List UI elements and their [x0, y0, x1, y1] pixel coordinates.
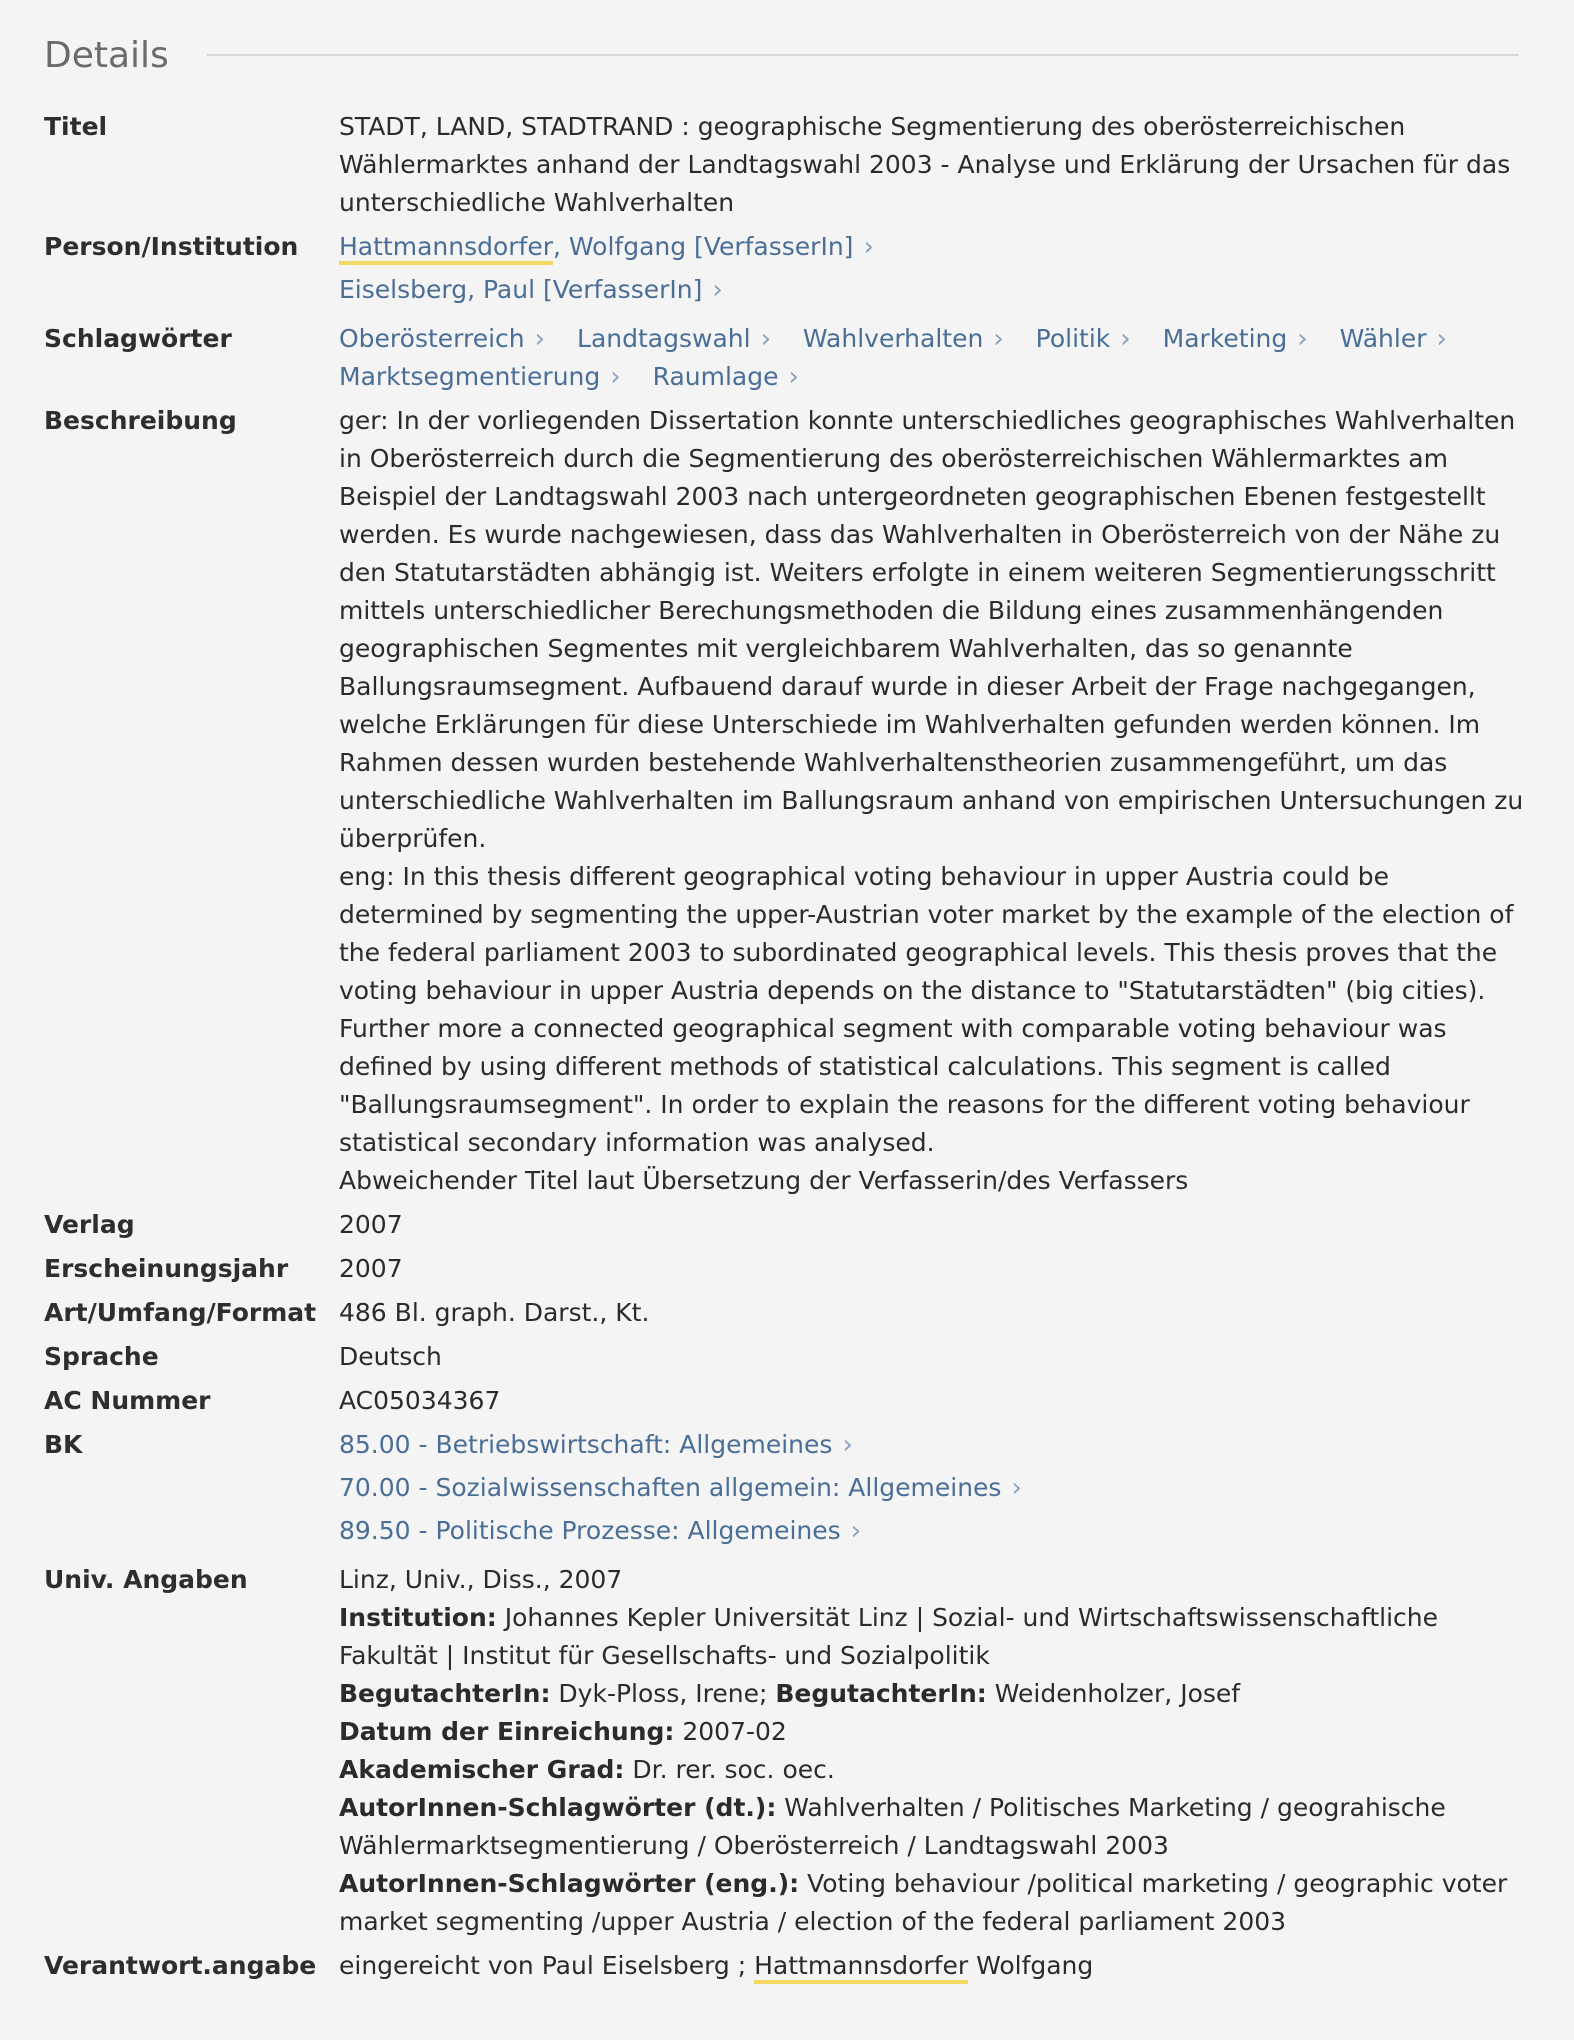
- field-value: Dyk-Ploss, Irene;: [550, 1679, 776, 1708]
- field-value: Wahlverhalten / Politisches Marketing / geograhische Wählermarktsegmentierung / Oberösterreich / Landtagswahl 2003: [339, 1793, 1446, 1860]
- chevron-right-icon[interactable]: ›: [534, 324, 546, 354]
- value-schlagwoerter: [339, 320, 1524, 396]
- row-jahr: [44, 1250, 1524, 1288]
- chevron-right-icon[interactable]: ›: [1297, 324, 1308, 354]
- subject-tag: [653, 358, 823, 396]
- label-umfang: Art/Umfang/Format: [44, 1298, 317, 1327]
- title-note: Abweichender Titel laut Übersetzung der Verfasserin/des Verfassers: [339, 1166, 1189, 1195]
- person-entry: [339, 228, 1524, 266]
- subject-tag: [577, 320, 795, 358]
- label-jahr: Erscheinungsjahr: [44, 1254, 289, 1283]
- univ-keywords-de: [339, 1789, 1524, 1865]
- bk-entry: [339, 1469, 1524, 1507]
- abstract-english: eng: In this thesis different geographical voting behaviour in upper Austria could be determined by segmenting the upper-Austrian voter market by the example of the election of the federal parliament 2003 to subordinated geographical levels. This thesis proves that the voting behaviour in upper Austria depends on the distance to "Statutarstädten" (big cities). Further more a connected geographical segment with comparable voting behaviour was defined by using different methods of statistical calculations. This segment is called "Ballungsraumsegment". In order to explain the reasons for the different voting behaviour statistical secondary information was analysed.: [339, 862, 1514, 1157]
- value-bk: [339, 1426, 1524, 1555]
- value-umfang: 486 Bl. graph. Darst., Kt.: [339, 1298, 650, 1327]
- chevron-right-icon[interactable]: ›: [1011, 1473, 1022, 1503]
- row-umfang: [44, 1294, 1524, 1332]
- subject-tag: [1163, 320, 1332, 358]
- field-value: Voting behaviour /political marketing / geographic voter market segmenting /upper Austria / election of the federal parliament 2003: [339, 1869, 1508, 1936]
- field-label: AutorInnen-Schlagwörter (eng.):: [339, 1869, 800, 1898]
- univ-gutachter: [339, 1675, 1524, 1713]
- row-verlag: [44, 1206, 1524, 1244]
- univ-line: Linz, Univ., Diss., 2007: [339, 1565, 623, 1594]
- verantwort-text: eingereicht von Paul Eiselsberg ;: [339, 1951, 755, 1980]
- bk-link[interactable]: 89.50 - Politische Prozesse: Allgemeines: [339, 1516, 841, 1545]
- row-verantwort: [44, 1947, 1524, 1985]
- highlight-term: Hattmannsdorfer: [754, 1951, 968, 1984]
- chevron-right-icon[interactable]: ›: [712, 275, 723, 305]
- label-verlag: Verlag: [44, 1210, 135, 1239]
- subject-tag: [803, 320, 1028, 358]
- label-ac: AC Nummer: [44, 1386, 211, 1415]
- person-name: , Wolfgang [VerfasserIn]: [553, 232, 854, 261]
- row-sprache: [44, 1338, 1524, 1376]
- chevron-right-icon[interactable]: ›: [1436, 324, 1447, 354]
- verantwort-text: Wolfgang: [968, 1951, 1094, 1980]
- highlight-term: Hattmannsdorfer: [339, 232, 553, 265]
- details-list: [44, 108, 1524, 1991]
- bk-entry: [339, 1512, 1524, 1550]
- subject-link[interactable]: Politik: [1035, 324, 1111, 353]
- person-link-hattmannsdorfer[interactable]: [339, 232, 853, 265]
- subject-tag: [339, 320, 569, 358]
- section-divider: [207, 54, 1519, 56]
- field-value: Johannes Kepler Universität Linz | Sozial- und Wirtschaftswissenschaftliche Fakultät | Institut für Gesellschafts- und Sozialpolitik: [339, 1603, 1438, 1670]
- chevron-right-icon[interactable]: ›: [788, 362, 799, 392]
- label-person: Person/Institution: [44, 232, 299, 261]
- field-label: BegutachterIn:: [775, 1679, 987, 1708]
- subject-link[interactable]: Oberösterreich: [339, 324, 525, 353]
- field-value: Weidenholzer, Josef: [986, 1679, 1241, 1708]
- value-verantwort: [339, 1947, 1524, 1985]
- person-entry: [339, 271, 1524, 309]
- field-label: Institution:: [339, 1603, 497, 1632]
- value-sprache: Deutsch: [339, 1342, 442, 1371]
- value-ac: AC05034367: [339, 1386, 501, 1415]
- univ-datum: [339, 1713, 1524, 1751]
- abstract-german: ger: In der vorliegenden Dissertation konnte unterschiedliches geographisches Wahlverhalten in Oberösterreich durch die Segmentierung des oberösterreichischen Wählermarktes am Beispiel der Landtagswahl 2003 nach untergeordneten geographischen Ebenen festgestellt werden. Es wurde nachgewiesen, dass das Wahlverhalten in Oberösterreich von der Nähe zu den Statutarstädten abhängig ist. Weiters erfolgte in einem weiteren Segmentierungsschritt mittels unterschiedlicher Berechungsmethoden die Bildung eines zusammenhängenden geographischen Segmentes mit vergleichbarem Wahlverhalten, das so genannte Ballungsraumsegment. Aufbauend darauf wurde in dieser Arbeit der Frage nachgegangen, welche Erklärungen für diese Unterschiede im Wahlverhalten gefunden werden können. Im Rahmen dessen wurden bestehende Wahlverhaltenstheorien zusammengeführt, um das unterschiedliche Wahlverhalten im Ballungsraum anhand von empirischen Untersuchungen zu überprüfen.: [339, 406, 1524, 853]
- univ-grad: [339, 1751, 1524, 1789]
- value-univ: [339, 1561, 1524, 1941]
- label-sprache: Sprache: [44, 1342, 159, 1371]
- chevron-right-icon[interactable]: ›: [850, 1516, 862, 1546]
- bk-entry: [339, 1426, 1524, 1464]
- section-header: [44, 28, 1519, 82]
- row-bk: [44, 1426, 1524, 1555]
- chevron-right-icon[interactable]: ›: [842, 1430, 853, 1460]
- value-jahr: 2007: [339, 1254, 403, 1283]
- value-verlag: 2007: [339, 1210, 403, 1239]
- row-schlagwoerter: [44, 320, 1524, 396]
- bk-link[interactable]: 70.00 - Sozialwissenschaften allgemein: Allgemeines: [339, 1473, 1002, 1502]
- value-titel: STADT, LAND, STADTRAND : geographische Segmentierung des oberösterreichischen Wählermarktes anhand der Landtagswahl 2003 - Analyse und Erklärung der Ursachen für das unterschiedliche Wahlverhalten: [339, 112, 1511, 217]
- chevron-right-icon[interactable]: ›: [760, 324, 771, 354]
- field-label: Datum der Einreichung:: [339, 1717, 675, 1746]
- field-label: AutorInnen-Schlagwörter (dt.):: [339, 1793, 777, 1822]
- field-value: Dr. rer. soc. oec.: [624, 1755, 835, 1784]
- label-titel: Titel: [44, 112, 108, 141]
- chevron-right-icon[interactable]: ›: [993, 324, 1004, 354]
- person-link-eiselsberg[interactable]: Eiselsberg, Paul [VerfasserIn]: [339, 275, 703, 304]
- subject-link[interactable]: Raumlage: [652, 362, 779, 391]
- chevron-right-icon[interactable]: ›: [610, 362, 621, 392]
- value-beschreibung: [339, 402, 1524, 1200]
- field-label: BegutachterIn:: [339, 1679, 551, 1708]
- label-schlagwoerter: Schlagwörter: [44, 324, 232, 353]
- subject-tag: [339, 358, 645, 396]
- row-beschreibung: [44, 402, 1524, 1200]
- subject-tag: [1340, 320, 1471, 358]
- bk-link[interactable]: 85.00 - Betriebswirtschaft: Allgemeines: [339, 1430, 833, 1459]
- subject-link[interactable]: Marktsegmentierung: [339, 362, 601, 391]
- section-title: Details: [44, 34, 169, 76]
- subject-link[interactable]: Landtagswahl: [577, 324, 751, 353]
- subject-tag: [1036, 320, 1155, 358]
- field-label: Akademischer Grad:: [339, 1755, 625, 1784]
- value-person: [339, 228, 1524, 314]
- row-person: [44, 228, 1524, 314]
- row-ac: [44, 1382, 1524, 1420]
- univ-institution: [339, 1599, 1524, 1675]
- label-univ: Univ. Angaben: [44, 1565, 248, 1594]
- chevron-right-icon[interactable]: ›: [1120, 324, 1131, 354]
- chevron-right-icon[interactable]: ›: [863, 232, 874, 262]
- label-beschreibung: Beschreibung: [44, 406, 237, 435]
- subject-link[interactable]: Marketing: [1162, 324, 1288, 353]
- univ-keywords-en: [339, 1865, 1524, 1941]
- label-bk: BK: [44, 1430, 83, 1459]
- row-univ: [44, 1561, 1524, 1941]
- field-value: 2007-02: [674, 1717, 787, 1746]
- row-titel: [44, 108, 1524, 222]
- subject-link[interactable]: Wahlverhalten: [802, 324, 984, 353]
- subject-link[interactable]: Wähler: [1339, 324, 1427, 353]
- label-verantwort: Verantwort.angabe: [44, 1951, 317, 1980]
